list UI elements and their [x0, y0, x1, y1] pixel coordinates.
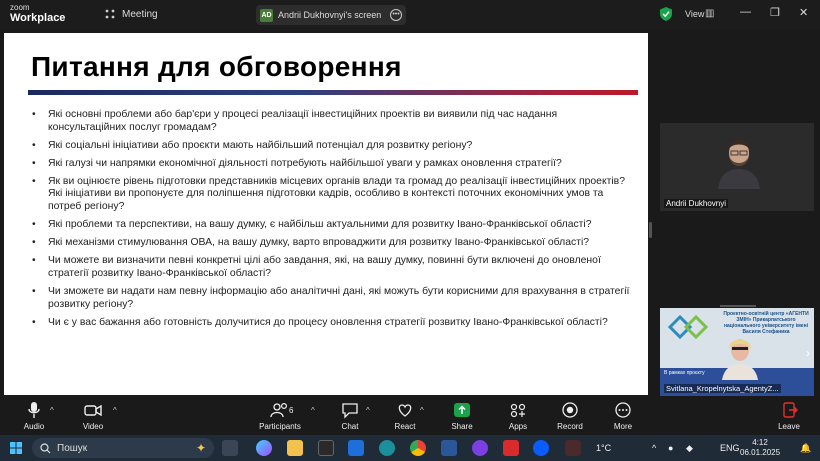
- minimize-icon[interactable]: —: [740, 6, 751, 18]
- question-item: • Як ви оцінюєте рівень підготовки представників місцевих органів влади та громад до реалізації інвестиційних проектів? Які ініціативи ви пропонуєте для поліпшення підготовки кадрів, особливо в контексті поточних економічних умов та потреб регіону?: [32, 176, 632, 214]
- sharer-avatar: AD: [260, 9, 273, 22]
- windows-start-icon[interactable]: [10, 442, 22, 454]
- viber-icon[interactable]: [472, 440, 488, 456]
- video-tile-svitlana[interactable]: [660, 308, 814, 396]
- shield-check-icon[interactable]: [660, 7, 672, 21]
- question-list: [32, 109, 632, 335]
- search-icon: [40, 443, 51, 454]
- react-options-caret[interactable]: ^: [420, 406, 424, 415]
- tray-chevron-icon[interactable]: ^: [652, 443, 657, 453]
- meeting-label: Meeting: [122, 8, 158, 20]
- participant-name: Andrii Dukhovnyi: [666, 199, 727, 208]
- next-arrow-icon[interactable]: ›: [806, 346, 810, 360]
- more-icon: [614, 400, 632, 420]
- tray-app-icon-2[interactable]: ◆: [686, 443, 693, 453]
- video-label: Video: [82, 422, 104, 431]
- video-options-caret[interactable]: ^: [113, 406, 117, 415]
- restore-icon[interactable]: ❐: [770, 7, 780, 19]
- title-divider: [28, 90, 638, 95]
- copilot-icon[interactable]: [256, 440, 272, 456]
- audio-button[interactable]: [22, 400, 46, 431]
- taskbar-search[interactable]: [32, 438, 214, 458]
- agents-of-change-logo: [666, 312, 710, 342]
- app-icon-2[interactable]: [565, 440, 581, 456]
- task-view-icon[interactable]: [222, 440, 238, 456]
- language-indicator[interactable]: ENG: [720, 443, 740, 453]
- record-button[interactable]: [556, 400, 584, 431]
- question-item: • Чи є у вас бажання або готовність долучитися до процесу оновлення стратегії розвитку Івано-Франківської області?: [32, 317, 632, 330]
- zoom-taskbar-icon[interactable]: [533, 440, 549, 456]
- leave-label: Leave: [778, 422, 800, 431]
- meeting-icon: [104, 8, 116, 20]
- acrobat-icon[interactable]: [503, 440, 519, 456]
- windows-taskbar: [0, 435, 820, 461]
- participant-name: Svitlana_Kropelnytska_AgentyZ...: [666, 384, 779, 393]
- meeting-toolbar: [0, 398, 820, 435]
- question-item: • Які галузі чи напрямки економічної діяльності потребують найбільшої уваги у рамках оновлення стратегії?: [32, 158, 632, 171]
- share-button[interactable]: [449, 400, 475, 431]
- brand-big: Workplace: [10, 12, 66, 24]
- audio-label: Audio: [23, 422, 45, 431]
- close-icon[interactable]: ✕: [799, 7, 809, 19]
- chrome-icon[interactable]: [410, 440, 426, 456]
- panel-resize-handle[interactable]: [649, 222, 652, 238]
- react-button[interactable]: [392, 400, 418, 431]
- participants-options-caret[interactable]: ^: [311, 406, 315, 415]
- participant-video: [716, 129, 762, 189]
- tile-separator: [720, 305, 756, 307]
- mail-icon[interactable]: [348, 440, 364, 456]
- more-options-icon[interactable]: •••: [390, 9, 402, 21]
- banner-text: В рамках проєкту: [664, 370, 705, 376]
- microphone-icon: [27, 400, 41, 420]
- notification-bell-icon[interactable]: 🔔: [800, 443, 812, 453]
- participants-button[interactable]: [258, 400, 302, 431]
- title-bar: [0, 0, 820, 30]
- meeting-menu[interactable]: [104, 8, 158, 20]
- more-label: More: [613, 422, 633, 431]
- brand-small: zoom: [10, 3, 30, 12]
- question-item: • Чи зможете ви надати нам певну інформацію або аналітичні дані, які можуть бути корисними для врахування в стратегії розвитку регіону?: [32, 286, 632, 311]
- app-icon[interactable]: [379, 440, 395, 456]
- chat-options-caret[interactable]: ^: [366, 406, 370, 415]
- more-button[interactable]: [610, 400, 636, 431]
- video-button[interactable]: [80, 400, 106, 431]
- zoom-logo: [10, 4, 65, 24]
- view-grid-icon[interactable]: ▥: [705, 8, 715, 19]
- clock-date: 06.01.2025: [740, 448, 781, 457]
- store-icon[interactable]: [318, 440, 334, 456]
- share-screen-icon: [453, 400, 471, 420]
- clock[interactable]: [740, 438, 780, 458]
- panel-divider[interactable]: [648, 33, 654, 395]
- apps-label: Apps: [508, 422, 528, 431]
- leave-button[interactable]: [776, 400, 802, 431]
- question-item: • Які соціальні ініціативи або проєкти мають найбільший потенціал для розвитку регіону?: [32, 140, 632, 153]
- apps-icon: [509, 400, 527, 420]
- clock-time: 4:12: [752, 438, 768, 447]
- participants-count: 6: [289, 406, 294, 415]
- record-label: Record: [557, 422, 583, 431]
- question-item: • Які проблеми та перспективи, на вашу думку, є найбільш актуальними для розвитку Івано-Франківської області?: [32, 219, 632, 232]
- organization-label: Проектно-освітній центр «АГЕНТИ ЗМІН» Прикарпатського національного університету імені Василя Стефаника: [723, 311, 809, 335]
- weather-temperature[interactable]: 1°C: [596, 443, 612, 453]
- leave-icon: [780, 400, 798, 420]
- record-icon: [561, 400, 579, 420]
- question-item: • Які основні проблеми або бар'єри у процесі реалізації інвестиційних проектів ви виявили під час надання консультаційних послуг громадам?: [32, 109, 632, 134]
- tray-app-icon[interactable]: ●: [668, 443, 674, 453]
- participant-video: [720, 330, 760, 380]
- question-item: • Які механізми стимулювання ОВА, на вашу думку, варто впроваджити для розвитку Івано-Франківської області?: [32, 237, 632, 250]
- view-button[interactable]: View: [685, 9, 705, 19]
- shared-screen-slide: [4, 33, 648, 395]
- word-icon[interactable]: [441, 440, 457, 456]
- heart-icon: [396, 400, 414, 420]
- screen-share-label: Andrii Dukhovnyi's screen: [278, 10, 382, 20]
- participants-label: Participants: [259, 422, 301, 431]
- share-label: Share: [451, 422, 473, 431]
- participants-icon: [269, 400, 294, 420]
- file-explorer-icon[interactable]: [287, 440, 303, 456]
- chat-icon: [341, 400, 359, 420]
- camera-icon: [84, 400, 102, 420]
- chat-button[interactable]: [338, 400, 362, 431]
- slide-title: Питання для обговорення: [31, 51, 402, 82]
- react-label: React: [394, 422, 416, 431]
- chat-label: Chat: [341, 422, 359, 431]
- video-tile-andrii[interactable]: [660, 123, 814, 211]
- audio-options-caret[interactable]: ^: [50, 406, 54, 415]
- sparkle-icon: ✦: [195, 441, 206, 455]
- screen-share-indicator[interactable]: [256, 5, 406, 25]
- question-item: • Чи можете ви визначити певні конкретні цілі або завдання, які, на вашу думку, повинні бути включені до оновленої стратегії розвитку Івано-Франківської області?: [32, 255, 632, 280]
- search-placeholder: Пошук: [57, 442, 88, 454]
- apps-button[interactable]: [506, 400, 530, 431]
